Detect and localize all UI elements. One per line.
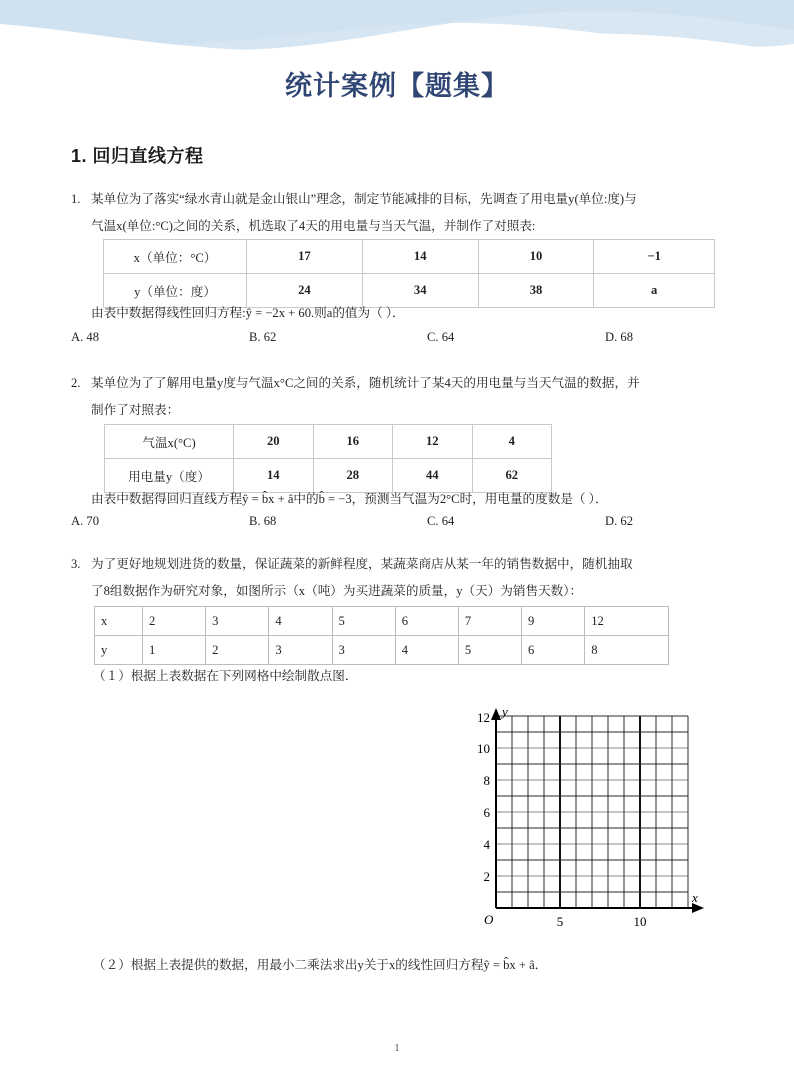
table-cell: 14 [362,240,478,274]
question-3-line-1: 为了更好地规划进货的数量，保证蔬菜的新鲜程度，某蔬菜商店从某一年的销售数据中，随机抽取 [91,557,633,571]
y-tick-2: 2 [483,869,490,884]
question-1-prompt: 由表中数据得线性回归方程:ŷ = −2x + 60.则a的值为（ ）． [91,306,405,320]
origin-label: O [484,912,494,927]
question-3-part-1: （１）根据上表数据在下列网格中绘制散点图． [93,669,358,683]
table-cell: 2 [206,636,269,665]
table-cell: 34 [362,274,478,308]
coordinate-grid-svg [470,702,710,937]
table-cell: 3 [269,636,332,665]
table-row [104,240,715,274]
table-cell: 1 [143,636,206,665]
table-cell: 8 [585,636,669,665]
table-row [95,636,669,665]
table-row-label: y（单位：度） [104,274,247,308]
question-2-line-1: 某单位为了了解用电量y度与气温x°C之间的关系，随机统计了某4天的用电量与当天气温的数据，并 [91,376,640,390]
page-number: 1 [394,1042,400,1054]
table-cell: 6 [395,607,458,636]
choice-b[interactable]: B. 62 [249,330,277,344]
choice-c[interactable]: C. 64 [427,514,455,528]
question-3-part-1-wrap [71,663,731,690]
question-2-number: 2. [71,376,81,390]
question-2-prompt: 由表中数据得回归直线方程ŷ = b̂x + â中的b̂ = −3，预测当气温为2°C时，用电量的度数是（ ）． [91,492,608,506]
table-cell: 2 [143,607,206,636]
x-tick-10: 10 [633,914,647,929]
question-1-number: 1. [71,192,81,206]
page-title: 统计案例【题集】 [285,71,509,101]
data-table-3 [94,606,669,665]
y-tick-12: 12 [477,710,490,725]
table-cell: 10 [478,240,594,274]
y-tick-8: 8 [483,773,490,788]
table-cell: 44 [393,459,473,493]
table-cell: 7 [458,607,521,636]
table-row [105,425,552,459]
question-2-prompt-wrap [71,486,731,513]
table-cell: 6 [522,636,585,665]
question-2 [71,370,731,424]
choice-d[interactable]: D. 62 [605,514,633,528]
axis-label-text [484,704,698,927]
y-axis-label: y [502,704,508,719]
question-3-number: 3. [71,557,81,571]
table-cell: 14 [234,459,314,493]
section-heading-1: 1. 回归直线方程 [71,146,204,166]
table-cell: 5 [332,607,395,636]
y-tick-6: 6 [483,805,490,820]
question-2-line-2: 制作了对照表： [91,403,180,417]
question-2-table [104,424,552,493]
table-cell: 28 [313,459,393,493]
question-3-line-2: 了8组数据作为研究对象，如图所示（x（吨）为买进蔬菜的质量，y（天）为销售天数）： [91,584,583,598]
data-table-1 [103,239,715,308]
tick-labels [557,914,647,929]
table-cell: 17 [247,240,363,274]
choice-c[interactable]: C. 64 [427,330,455,344]
table-cell: 12 [393,425,473,459]
header-wave-banner [0,0,794,62]
question-3-part-2: （２）根据上表提供的数据，用最小二乘法求出y关于x的线性回归方程ŷ = b̂x + â． [93,958,548,972]
y-axis-arrow [491,708,501,720]
choice-a[interactable]: A. 70 [71,514,99,528]
table-row-label: 气温x(°C) [105,425,234,459]
data-table-2 [104,424,552,493]
question-3-table [94,606,669,665]
table-cell: 62 [472,459,552,493]
y-tick-10: 10 [477,741,490,756]
scatter-plot-grid[interactable] [470,702,710,937]
table-cell: 3 [206,607,269,636]
wave-graphic [0,0,794,62]
question-1-line-2: 气温x(单位:°C)之间的关系，机选取了4天的用电量与当天气温，并制作了对照表: [91,219,536,233]
table-cell: 4 [269,607,332,636]
y-tick-labels [477,710,491,884]
table-cell: 9 [522,607,585,636]
table-cell: 3 [332,636,395,665]
table-cell: 4 [395,636,458,665]
table-cell: 20 [234,425,314,459]
x-tick-5: 5 [556,914,564,929]
table-row-label: x（单位：°C） [104,240,247,274]
choice-b[interactable]: B. 68 [249,514,277,528]
table-cell: −1 [594,240,715,274]
table-cell: 38 [478,274,594,308]
question-1-line-1: 某单位为了落实“绿水青山就是金山银山”理念，制定节能减排的目标，先调查了用电量y(单位:度)与 [91,192,637,206]
table-row-label: x [95,607,143,636]
table-cell: 4 [472,425,552,459]
table-cell: a [594,274,715,308]
question-1 [71,186,731,240]
question-1-prompt-wrap [71,300,731,327]
table-cell: 12 [585,607,669,636]
table-row-label: y [95,636,143,665]
table-row [95,607,669,636]
x-axis-label: x [692,890,698,905]
question-3 [71,551,731,605]
table-cell: 24 [247,274,363,308]
table-cell: 5 [458,636,521,665]
choice-d[interactable]: D. 68 [605,330,633,344]
question-3-part-2-wrap [71,952,731,979]
choice-a[interactable]: A. 48 [71,330,99,344]
y-tick-4: 4 [483,837,490,852]
table-cell: 16 [313,425,393,459]
table-row-label: 用电量y（度） [105,459,234,493]
question-1-table [103,239,715,308]
